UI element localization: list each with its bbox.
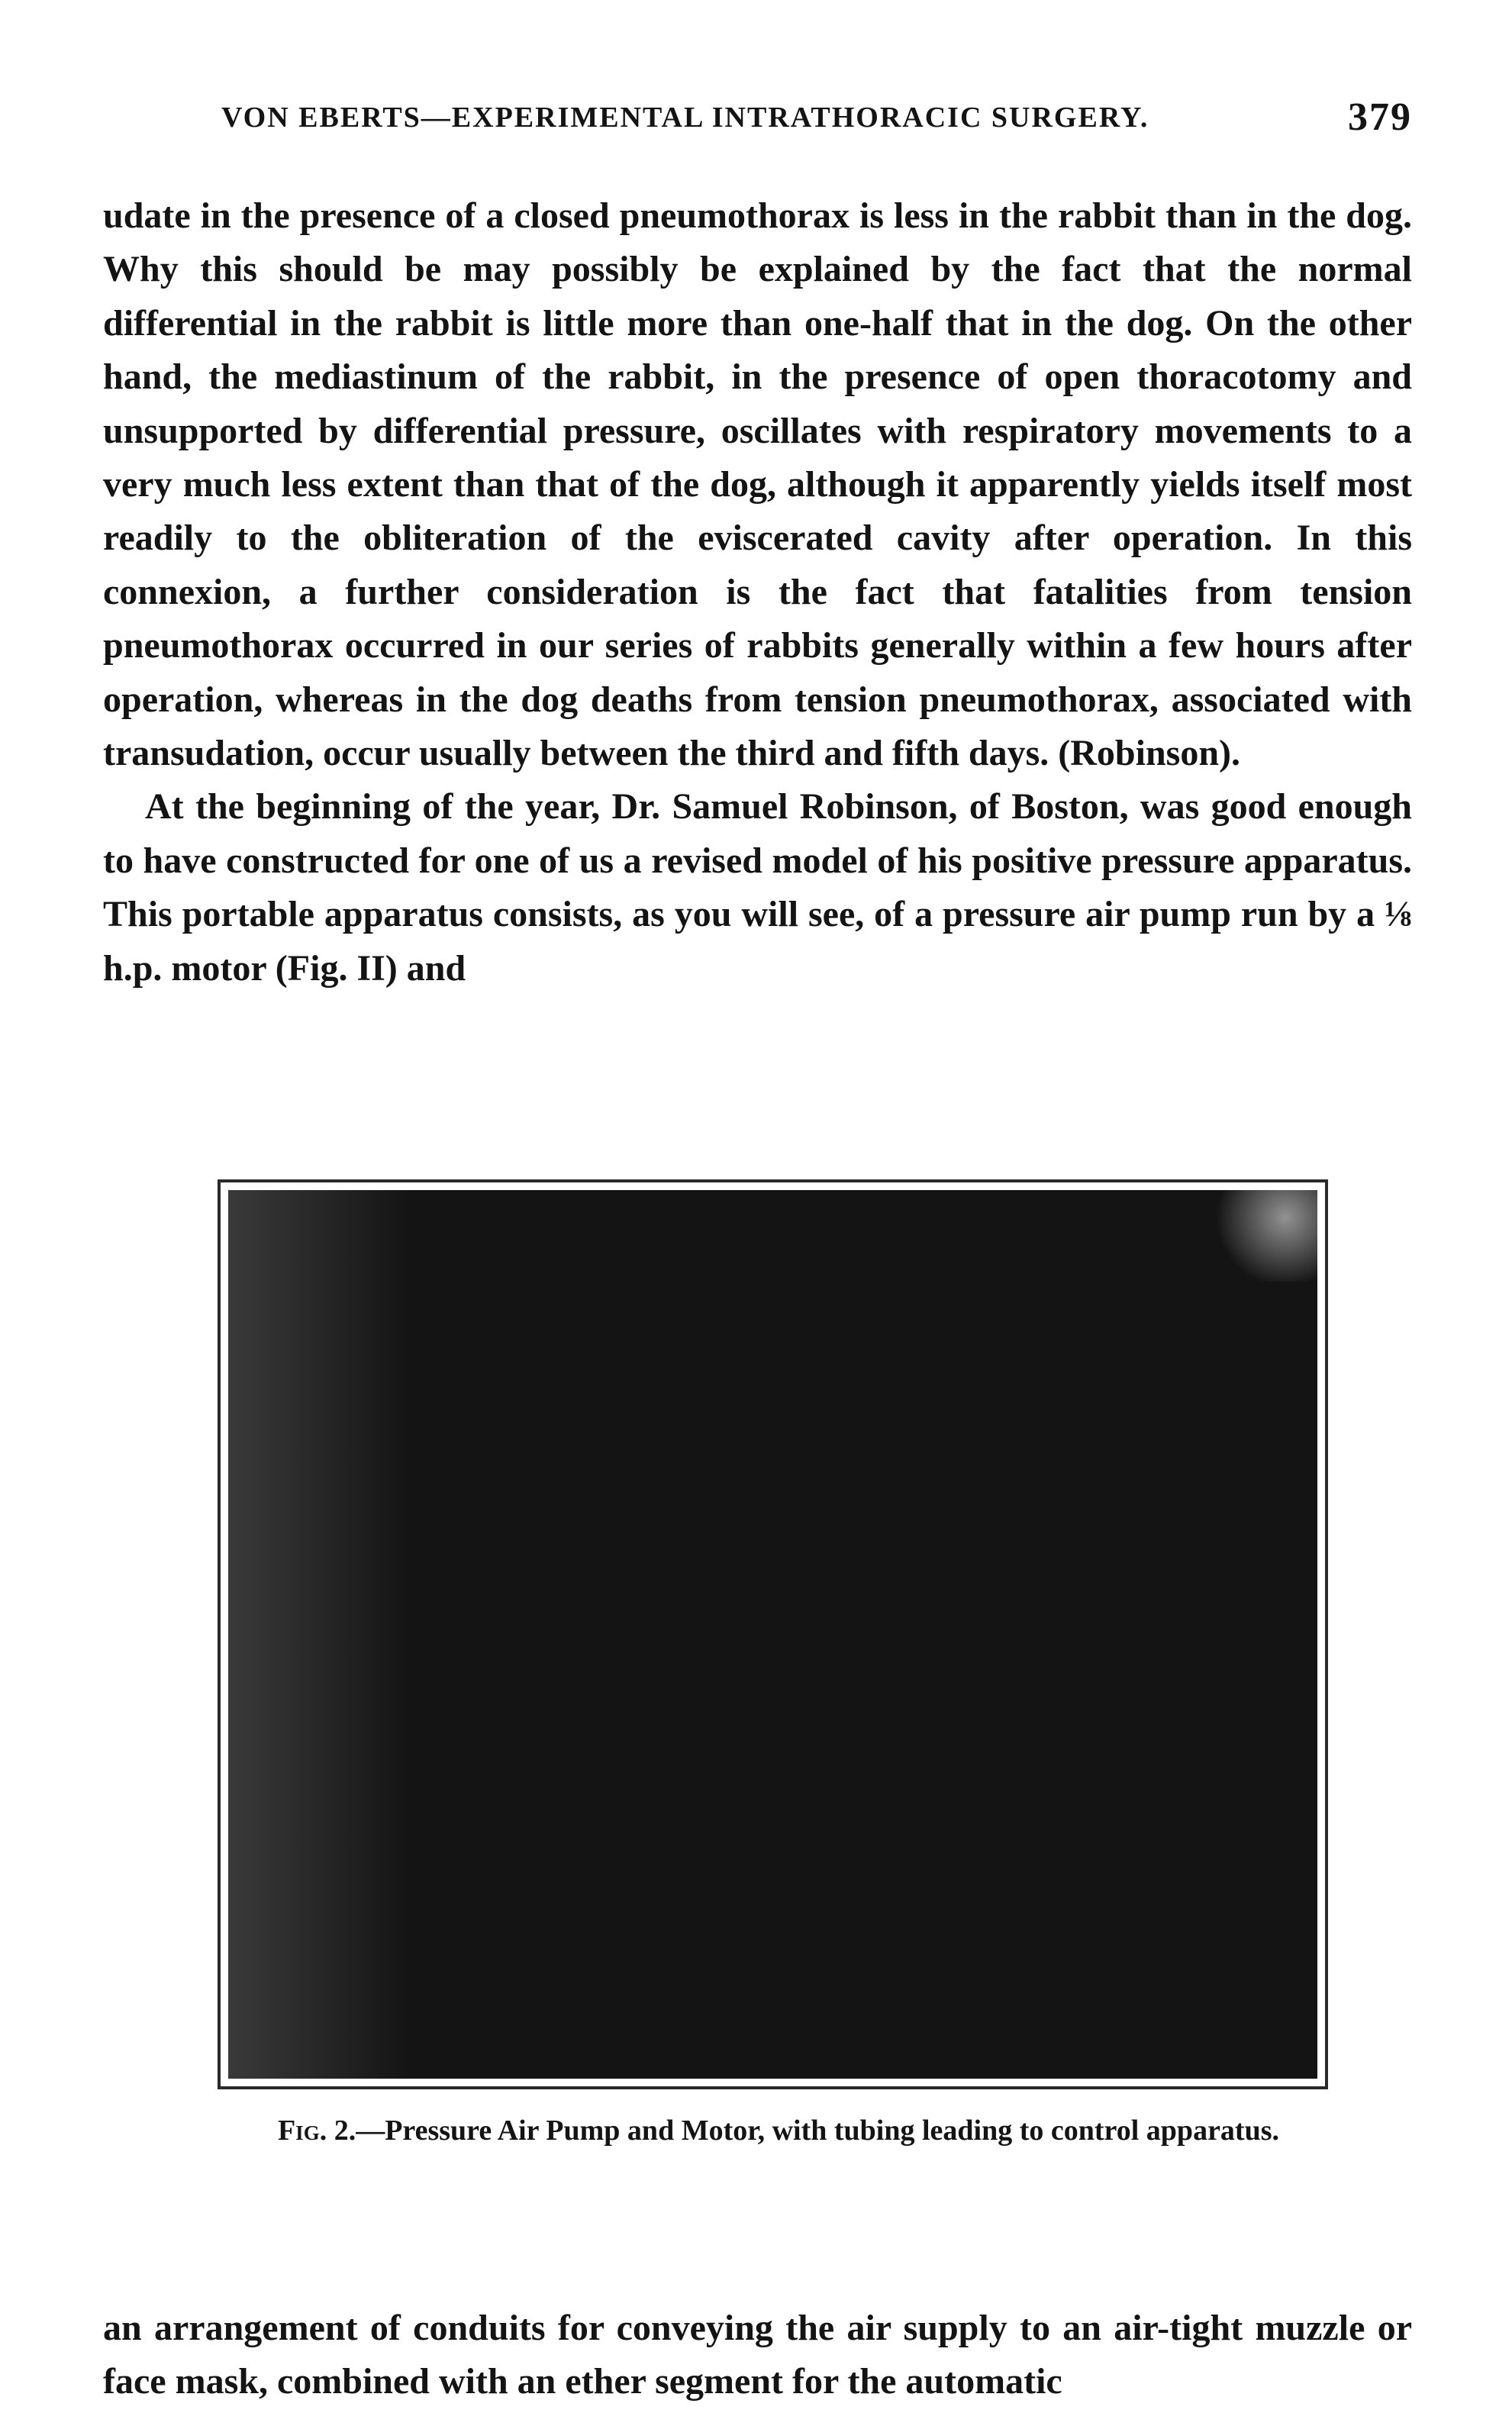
- figure-caption-text: —Pressure Air Pump and Motor, with tubing leading to control apparatus.: [356, 2115, 1280, 2147]
- paragraph-conduits: an arrangement of conduits for conveying the air supply to an air-tight muzzle or face mask, combined with an ether segment for the automatic: [103, 2308, 1412, 2402]
- running-header: [221, 95, 1412, 144]
- photo-shading: [228, 1190, 411, 2079]
- body-text-top: [103, 189, 1412, 995]
- photo-pressure-air-pump: [228, 1190, 1317, 2079]
- body-text-bottom: [103, 2302, 1412, 2409]
- paragraph-continued: udate in the presence of a closed pneumothorax is less in the rabbit than in the dog. Why this should be may possibly be explained by the fact that the normal differential in the rabbit is little more than one-half that in the dog. On the other hand, the mediastinum of the rabbit, in the presence of open thoracotomy and unsupported by differential pressure, oscillates with respiratory movements to a very much less extent than that of the dog, although it apparently yields itself most readily to the obliteration of the eviscerated cavity after operation. In this connexion, a further consideration is the fact that fatalities from tension pneumothorax occurred in our series of rabbits generally within a few hours after operation, whereas in the dog deaths from tension pneumothorax, associated with transudation, occur usually between the third and fifth days. (Robinson).: [103, 195, 1412, 774]
- page-number: 379: [1348, 95, 1412, 139]
- photo-highlight: [1211, 1190, 1317, 1282]
- figure-label: Fig. 2.: [277, 2115, 356, 2147]
- paragraph-robinson-apparatus: At the beginning of the year, Dr. Samuel Robinson, of Boston, was good enough to have constructed for one of us a revised model of his positive pressure apparatus. This portable apparatus consists, as you will see, of a pressure air pump run by a ⅛ h.p. motor (Fig. II) and: [103, 786, 1412, 989]
- running-title: VON EBERTS—EXPERIMENTAL INTRATHORACIC SURGERY.: [221, 102, 1149, 134]
- figure-caption: [275, 2113, 1282, 2148]
- figure-2-photograph: [218, 1179, 1328, 2089]
